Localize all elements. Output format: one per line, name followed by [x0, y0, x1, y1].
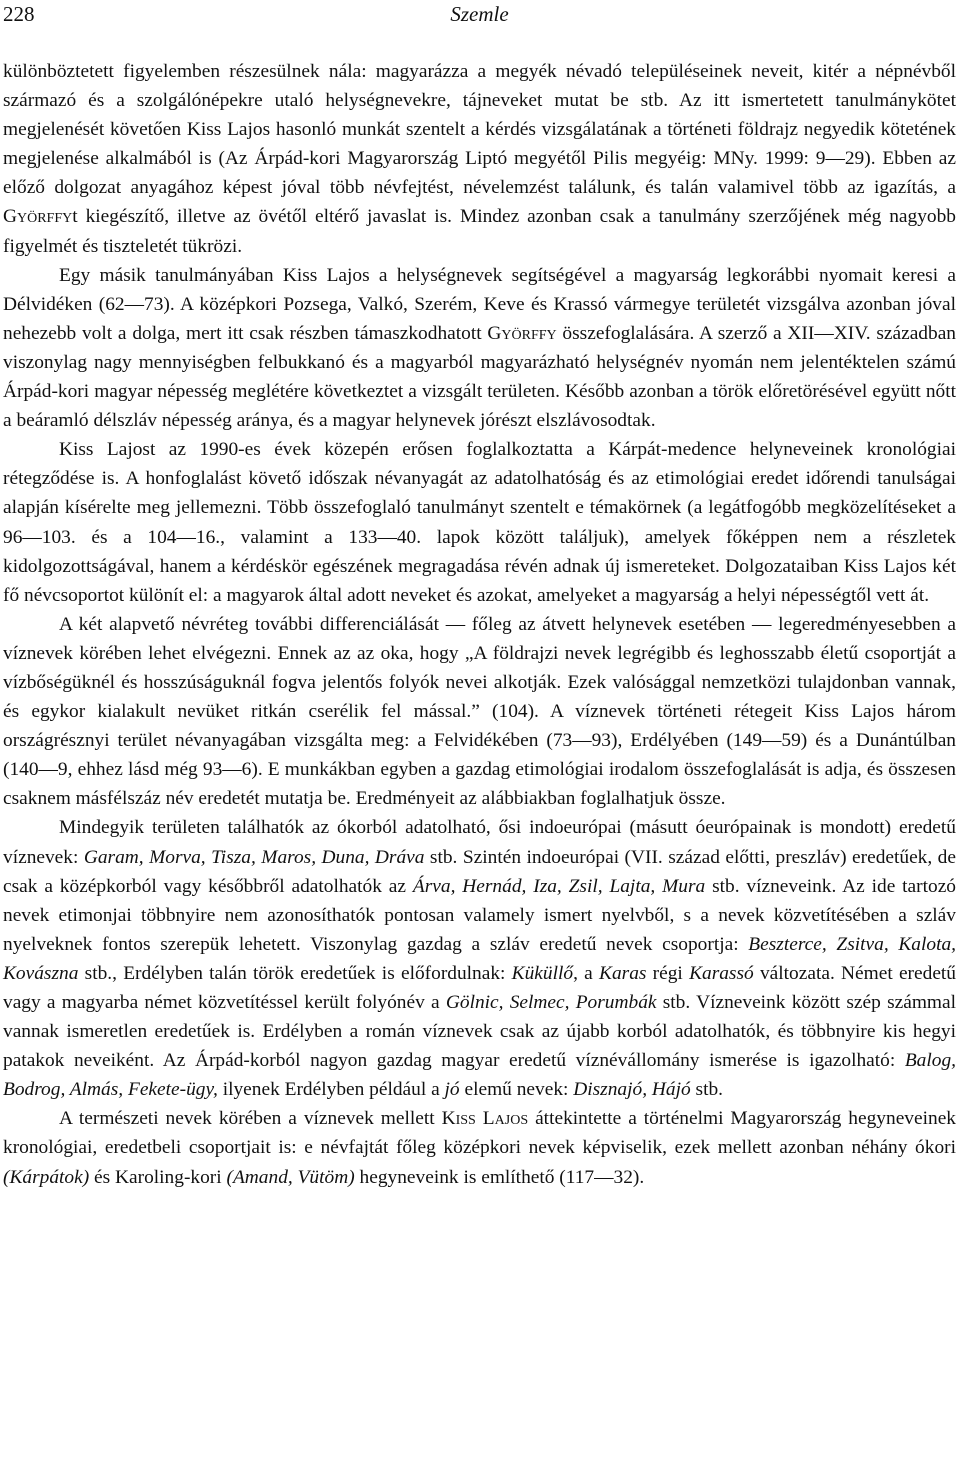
paragraph-6	[3, 1104, 956, 1191]
article-body	[3, 57, 956, 1192]
text-run: stb.	[690, 1079, 724, 1101]
text-run: különböztetett figyelemben részesülnek nála: magyarázza a megyék névadó településeinek neveit, kitér a népnévből származó és a szolgálónépekre utaló helységnevekre, tájneveket mutat be stb. Az itt ismertetett tanulmánykötet megjelenését követően Kiss Lajos hasonló munkát szentelt a kérdés vizsgálatának a történeti földrajz negyedik kötetének megjelenése alkalmából is (Az Árpád-kori Magyarország Liptó megyétől Pilis megyéig: MNy. 1999: 9—29). Ebben az előző dolgozat anyagához képest jóval több névfejtést, névelemzést találunk, és talán valamivel több az igazítás, a	[3, 61, 956, 199]
text-run: t kiegészítő, illetve az övétől eltérő javaslat is. Mindez azonban csak a tanulmány szerzőjének még nagyobb figyelmét és tiszteletét tükrözi.	[3, 206, 956, 257]
text-run: Mindegyik területen találhatók az ókorból adatolható, ősi indoeurópai (másutt óeurópainak is mondott) eredetű víznevek:	[3, 817, 956, 868]
river-names-italic: Beszterce, Zsitva, Kalota, Kovászna	[3, 933, 957, 984]
place-names-italic: Disznajó, Hájó	[573, 1079, 691, 1101]
text-run: ilyenek Erdélyben például a	[217, 1079, 445, 1101]
text-run: A két alapvető névréteg további differenciálását — főleg az átvett helynevek esetében — legeredményesebben a víznevek körében lehet elvégezni. Ennek az az oka, hogy „A földrajzi nevek legrégibb és leghosszabb életű csoportját a vízbőségüknél és hosszúságuknál fogva jelentős folyók nevei alkotják. Ezek valósággal nemzetközi tulajdonban vannak, és egykor kialakult nevüket ritkán cserélik fel mással.” (104). A víznevek történeti rétegeit Kiss Lajos három országrésznyi terület névanyagában vizsgálta meg: a Felvidékében (73—93), Erdélyében (149—59) és a Dunántúlban (140—9, ehhez lásd még 93—6). E munkákban egyben a gazdag etimológiai irodalom összefoglalását is adja, és összesen csaknem másfélszáz név eredetét mutatja be. Eredményeit az alábbiakban foglalhatjuk össze.	[3, 613, 956, 810]
text-run: Egy másik tanulmányában Kiss Lajos a helységnevek segítségével a magyarság legkorábbi nyomait keresi a Délvidéken (62—73). A középkori Pozsega, Valkó, Szerém, Keve és Krassó vármegye területét vizsgálva azonban jóval nehezebb volt a dolga, mert itt csak részben támaszkodhatott	[3, 264, 956, 344]
text-run: A természeti nevek körében a víznevek mellett	[59, 1108, 442, 1130]
text-run: , a	[573, 962, 600, 984]
paragraph-3	[3, 435, 956, 610]
name-element-italic: jó	[444, 1079, 460, 1101]
text-run: stb. vízneveink. Az ide tartozó nevek etimonjai többnyire nem azonosíthatók pontosan valamely ismert nyelvből, s a nevek közvetítésében a szláv nyelveknek fontos szerepük lehetett. Viszonylag gazdag a szláv eredetű nevek csoportja:	[3, 875, 956, 955]
paragraph-5	[3, 813, 956, 1104]
paragraph-2	[3, 261, 956, 436]
text-run: áttekintette a történelmi Magyarország hegyneveinek kronológiai, eredetbeli csoportjait is: e névfajtát főleg középkori nevek képviselik, ezek mellett azonban néhány ókori	[3, 1108, 956, 1159]
text-run: változata. Német eredetű vagy a magyarba német közvetítéssel került folyónév a	[3, 962, 957, 1013]
running-head	[3, 0, 956, 30]
text-run: régi	[646, 962, 690, 984]
text-run: stb. Vízneveink között szép számmal vannak ismeretlen eredetűek is. Erdélyben a román víznevek csak az újabb korból adatolhatók, és többnyire kis hegyi patakok neveiként. Az Árpád-korból nagyon gazdag magyar eredetű víznévállomány ismerése is igazolható:	[3, 992, 956, 1072]
mountain-name-italic: (Kárpátok)	[3, 1166, 90, 1188]
section-title: Szemle	[450, 2, 509, 26]
text-run: összefoglalására. A szerző a XII—XIV. században viszonylag nagy mennyiségben felbukkanó és a magyarból magyarázható helységnév nyomán nem jelentéktelen számú Árpád-kori magyar népesség meglétére következtet a vizsgált területen. Később azonban a török előretörésével együtt nőtt a beáramló délszláv népesség aránya, és a magyar helynevek jórészt elszlávosodtak.	[3, 322, 956, 432]
page-number: 228	[3, 2, 35, 26]
river-names-italic: Garam, Morva, Tisza, Maros, Duna, Dráva	[83, 846, 425, 868]
river-names-italic: Gölnic, Selmec, Porumbák	[445, 992, 657, 1013]
text-run: hegyneveink is említhető (117—32).	[354, 1166, 645, 1188]
text-run: stb. Szintén indoeurópai (VII. század előtti, preszláv) eredetűek, de csak a középkorból vagy későbbről adatolhatók az	[3, 846, 956, 897]
paragraph-4	[3, 610, 956, 814]
paragraph-1	[3, 57, 956, 261]
river-name-italic: Küküllő	[511, 962, 574, 984]
river-names-italic: Balog, Bodrog, Almás, Fekete-ügy,	[3, 1050, 956, 1101]
text-run: elemű nevek:	[459, 1079, 574, 1101]
author-name-smallcaps: Kiss Lajos	[441, 1108, 529, 1130]
river-name-italic: Karassó	[689, 962, 754, 984]
text-run: stb., Erdélyben talán török eredetűek is előfordulnak:	[78, 962, 512, 984]
author-name-smallcaps: Györffy	[487, 322, 557, 344]
river-name-italic: Karas	[599, 962, 647, 984]
author-name-smallcaps: Györffy	[3, 206, 73, 228]
river-names-italic: Árva, Hernád, Iza, Zsil, Lajta, Mura	[412, 875, 706, 897]
text-run: Kiss Lajost az 1990-es évek közepén erősen foglalkoztatta a Kárpát-medence helyneveinek kronológiai rétegződése is. A honfoglalást követő időszak névanyagát az adatolhatóság és az etimológiai eredet időrendi tanulságai alapján kísérelte meg jellemezni. Több összefoglaló tanulmányt szentelt e témakörnek (a legátfogóbb megközelítéseket a 96—103. és a 104—16., valamint a 133—40. lapok között találjuk), amelyek főképpen nem a részletek kidolgozottságával, hanem a kérdéskör egészének megragadása révén adnak új ismereteket. Dolgozataiban Kiss Lajos két fő névcsoportot különít el: a magyarok által adott neveket és azokat, amelyeket a magyarság a helyi népességtől vett át.	[3, 439, 956, 606]
text-run: és Karoling-kori	[89, 1166, 227, 1188]
mountain-names-italic: (Amand, Vütöm)	[226, 1166, 355, 1188]
